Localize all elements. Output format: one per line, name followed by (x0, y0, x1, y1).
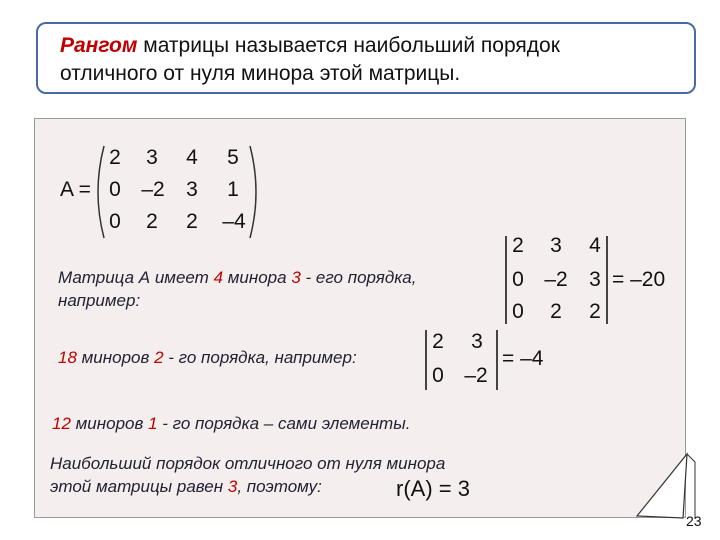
stmt2-order: 2 (154, 348, 164, 367)
minor3-cell: 2 (512, 234, 524, 257)
matrix-a-cell: 0 (109, 178, 121, 201)
stmt3-count: 12 (52, 414, 71, 433)
minor3-cell: 2 (589, 300, 601, 323)
matrix-a-label: A = (60, 178, 91, 201)
matrix-a-cell: –2 (141, 178, 165, 201)
conclusion-text: этой матрицы равен (50, 477, 228, 496)
matrix-a-cell: 5 (227, 146, 239, 169)
stmt1-text: Матрица (58, 268, 139, 287)
matrix-a-cell: 2 (146, 210, 158, 233)
matrix-a-cell: 0 (109, 210, 121, 233)
matrix-a-cell: –4 (222, 210, 246, 233)
minor3-cell: 2 (550, 300, 562, 323)
minor2-right-bar (496, 330, 498, 390)
matrix-a-cell: 3 (186, 178, 198, 201)
conclusion-text: , поэтому: (237, 477, 322, 496)
stmt3-order: 1 (148, 414, 158, 433)
stmt1-text: минора (223, 268, 292, 287)
matrix-a-cell: 4 (186, 146, 198, 169)
stmt1-text: - его порядка, (300, 268, 417, 287)
stmt3-text: миноров (70, 414, 149, 433)
minor3-cell: –2 (544, 268, 568, 291)
minor2-cell: 2 (432, 330, 444, 353)
statement-minors-1 (52, 412, 512, 435)
definition-line1: матрицы называется наибольший порядок (137, 34, 560, 57)
minor2-cell: 3 (471, 330, 483, 353)
stmt1-line2: например: (58, 291, 141, 310)
stmt2-text: - го порядка, например: (163, 348, 357, 367)
minor3-cell: 0 (512, 300, 524, 323)
stmt1-count: 4 (213, 268, 224, 287)
minor2-cell: –2 (464, 364, 488, 387)
matrix-a-cell: 1 (227, 178, 239, 201)
conclusion-line1: Наибольший порядок отличного от нуля минора (50, 454, 446, 473)
minor3-result: = –20 (612, 268, 666, 291)
page-curl (635, 452, 697, 520)
stmt1-matrix-name: А (138, 268, 151, 287)
stmt2-count: 18 (58, 348, 77, 367)
stmt1-text: имеет (150, 268, 214, 287)
stmt1-order: 3 (291, 268, 301, 287)
minor3-cell: 3 (589, 268, 601, 291)
page-number: 23 (686, 513, 702, 529)
conclusion-rank: 3 (227, 477, 238, 496)
rank-formula: r(A) = 3 (396, 476, 470, 501)
statement-minors-2 (58, 346, 418, 369)
definition-line2: отличного от нуля минора этой матрицы. (60, 62, 461, 85)
minor3-cell: 0 (512, 268, 524, 291)
minor2-result: = –4 (502, 347, 544, 370)
minor3-cell: 3 (550, 234, 562, 257)
definition-term: Рангом (60, 34, 138, 57)
definition-text (60, 32, 680, 88)
stmt3-text: - го порядка – сами элементы. (157, 414, 411, 433)
minor2-cell: 0 (432, 364, 444, 387)
stmt2-text: миноров (76, 348, 155, 367)
minor3-cell: 4 (589, 234, 601, 257)
matrix-a-cell: 2 (186, 210, 198, 233)
matrix-a-cell: 2 (109, 146, 121, 169)
matrix-a-cell: 3 (146, 146, 158, 169)
statement-minors-3 (58, 266, 498, 312)
